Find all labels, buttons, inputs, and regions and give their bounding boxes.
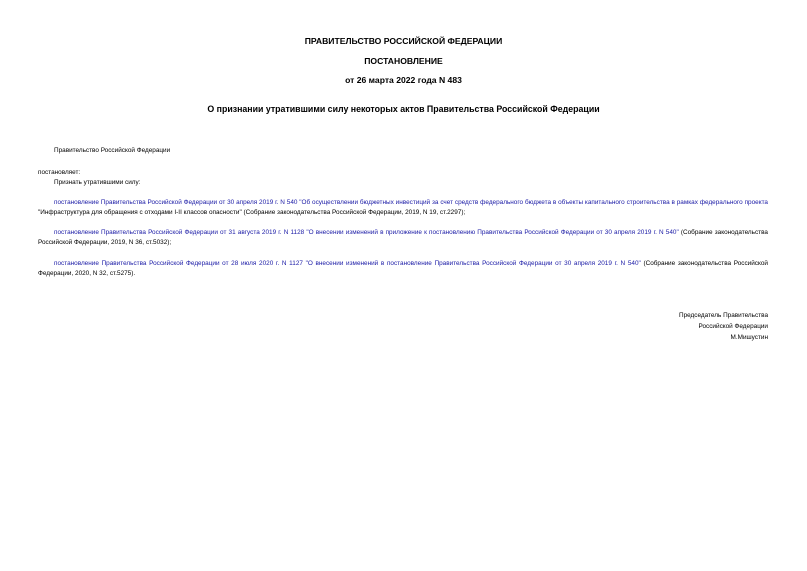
repealed-act-details: (Собрание законодательства Российской Федерации, 2020, N 32, ст.5275). bbox=[38, 260, 768, 277]
declare-text: Признать утратившими силу: bbox=[54, 179, 141, 186]
signatory-position-line2: Российской Федерации bbox=[698, 323, 768, 330]
government-heading: ПРАВИТЕЛЬСТВО РОССИЙСКОЙ ФЕДЕРАЦИИ bbox=[304, 36, 503, 46]
signature-block bbox=[679, 310, 768, 343]
repealed-act-item bbox=[38, 228, 768, 248]
document-subject: О признании утратившими силу некоторых актов Правительства Российской Федерации bbox=[207, 104, 600, 114]
repealed-act-details: "Инфраструктура для обращения с отходами I-II классов опасности" (Собрание законодательства Российской Федерации, 2019, N 19, ст.2297); bbox=[38, 209, 466, 216]
repealed-act-link[interactable]: постановление Правительства Российской Федерации от 31 августа 2019 г. N 1128 "О внесении изменений в приложение к постановлению Правительства Российской Федерации от 30 апреля 2019 г. N 540" bbox=[54, 229, 679, 236]
document-type-heading: ПОСТАНОВЛЕНИЕ bbox=[364, 56, 443, 66]
signatory-name: М.Мишустин bbox=[730, 334, 768, 341]
repealed-act-item bbox=[38, 259, 768, 279]
decides-text: постановляет: bbox=[38, 169, 81, 176]
repealed-act-link[interactable]: постановление Правительства Российской Федерации от 30 апреля 2019 г. N 540 "Об осуществлении бюджетных инвестиций за счет средств федерального бюджета в объекты капитального строительства в рамках федерального проекта bbox=[54, 199, 768, 206]
document-date-number: от 26 марта 2022 года N 483 bbox=[345, 75, 462, 85]
issuer-text: Правительство Российской Федерации bbox=[54, 147, 171, 154]
repealed-act-item bbox=[38, 198, 768, 218]
repealed-act-details: (Собрание законодательства Российской Федерации, 2019, N 36, ст.5032); bbox=[38, 229, 768, 246]
signatory-position-line1: Председатель Правительства bbox=[679, 312, 768, 319]
repealed-act-link[interactable]: постановление Правительства Российской Федерации от 28 июля 2020 г. N 1127 "О внесении изменений в постановление Правительства Российской Федерации от 30 апреля 2019 г. N 540" bbox=[54, 260, 641, 267]
